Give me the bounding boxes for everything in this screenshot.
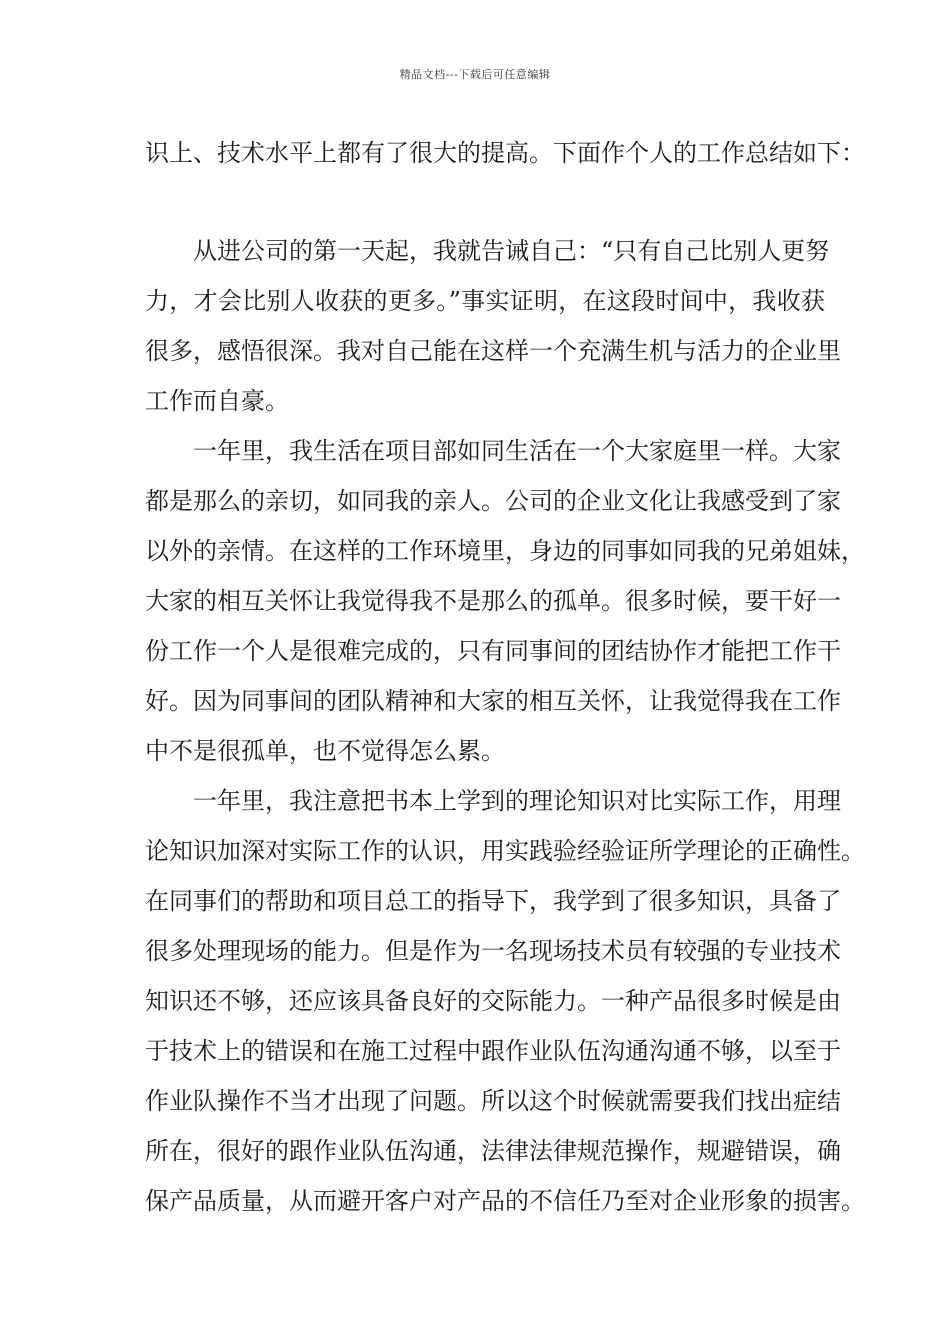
paragraph-line: 识上、技术水平上都有了很大的提高。下面作个人的工作总结如下： xyxy=(145,139,865,167)
paragraph-line: 好。因为同事间的团队精神和大家的相互关怀，让我觉得我在工作 xyxy=(145,687,841,715)
paragraph-line: 很多处理现场的能力。但是作为一名现场技术员有较强的专业技术 xyxy=(145,937,841,965)
paragraph-line: 都是那么的亲切，如同我的亲人。公司的企业文化让我感受到了家 xyxy=(145,487,841,515)
paragraph-line: 中不是很孤单，也不觉得怎么累。 xyxy=(145,737,505,765)
paragraph-line: 保产品质量，从而避开客户对产品的不信任乃至对企业形象的损害。 xyxy=(145,1187,865,1215)
paragraph-line: 份工作一个人是很难完成的，只有同事间的团结协作才能把工作干 xyxy=(145,637,841,665)
paragraph-line: 以外的亲情。在这样的工作环境里，身边的同事如同我的兄弟姐妹， xyxy=(145,537,865,565)
paragraph-line: 论知识加深对实际工作的认识，用实践验经验证所学理论的正确性。 xyxy=(145,837,865,865)
paragraph-line: 一年里，我注意把书本上学到的理论知识对比实际工作，用理 xyxy=(193,787,841,815)
paragraph-line: 知识还不够，还应该具备良好的交际能力。一种产品很多时候是由 xyxy=(145,987,841,1015)
paragraph-line: 工作而自豪。 xyxy=(145,387,289,415)
paragraph-line: 在同事们的帮助和项目总工的指导下，我学到了很多知识，具备了 xyxy=(145,887,841,915)
paragraph-line: 很多，感悟很深。我对自己能在这样一个充满生机与活力的企业里 xyxy=(145,337,841,365)
paragraph-line: 一年里，我生活在项目部如同生活在一个大家庭里一样。大家 xyxy=(193,437,841,465)
paragraph-line: 从进公司的第一天起，我就告诫自己：“只有自己比别人更努 xyxy=(193,237,830,265)
page-header: 精品文档---下载后可任意编辑 xyxy=(399,68,551,81)
paragraph-line: 作业队操作不当才出现了问题。所以这个时候就需要我们找出症结 xyxy=(145,1087,841,1115)
paragraph-line: 力，才会比别人收获的更多。”事实证明，在这段时间中，我收获 xyxy=(145,287,825,315)
paragraph-line: 大家的相互关怀让我觉得我不是那么的孤单。很多时候，要干好一 xyxy=(145,587,841,615)
paragraph-line: 于技术上的错误和在施工过程中跟作业队伍沟通沟通不够，以至于 xyxy=(145,1037,841,1065)
paragraph-line: 所在，很好的跟作业队伍沟通，法律法律规范操作，规避错误，确 xyxy=(145,1137,841,1165)
